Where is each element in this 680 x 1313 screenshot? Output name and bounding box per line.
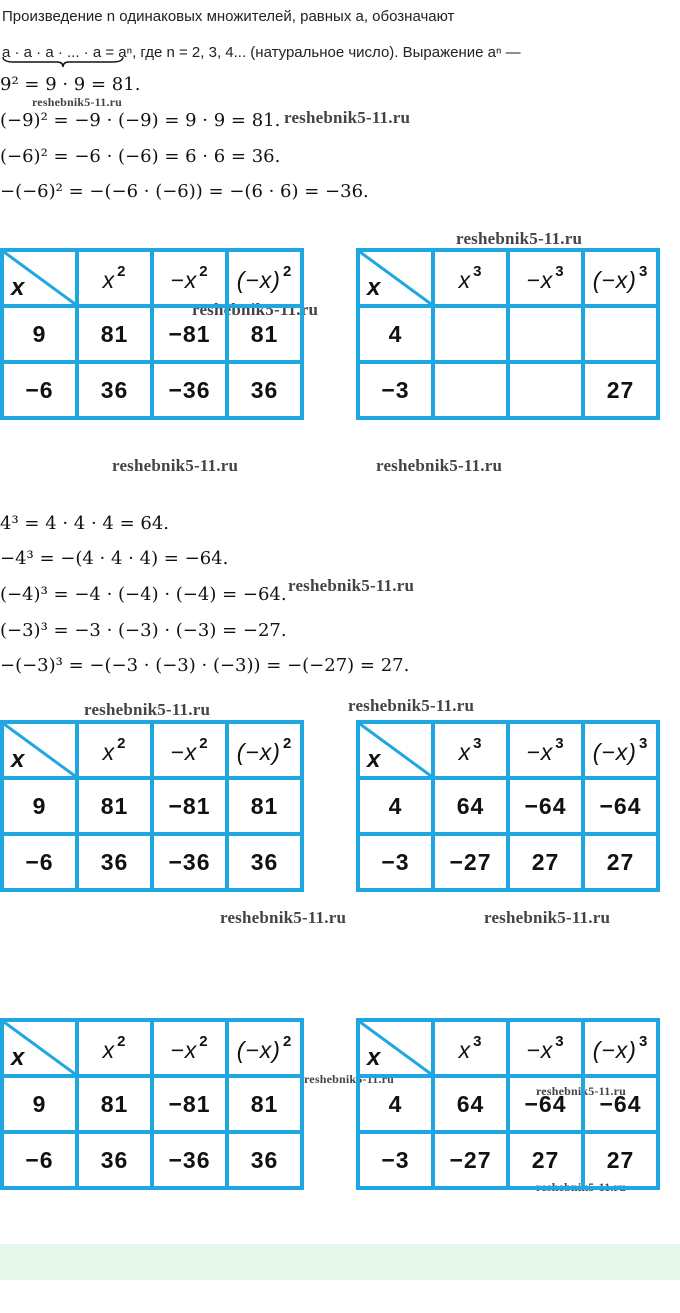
- header-exponent: 2: [199, 262, 209, 280]
- result-cell: 81: [227, 306, 302, 362]
- math-line: −4³ = −(4 · 4 · 4) = −64.: [0, 548, 229, 569]
- corner-variable: x: [367, 1044, 382, 1071]
- column-header: [227, 1020, 302, 1076]
- column-header: [583, 250, 658, 306]
- header-base: x: [458, 1036, 472, 1063]
- result-cell: −36: [152, 1132, 227, 1188]
- header-base: −x: [170, 738, 198, 765]
- header-base: −x: [170, 266, 198, 293]
- watermark: reshebnik5-11.ru: [304, 1072, 394, 1086]
- cubes-table: [356, 1018, 660, 1190]
- result-cell: 36: [227, 1132, 302, 1188]
- column-header: [152, 250, 227, 306]
- squares-table: [0, 248, 304, 420]
- column-header: [583, 722, 658, 778]
- row-value-cell: 9: [2, 306, 77, 362]
- math-line: −(−6)² = −(−6 · (−6)) = −(6 · 6) = −36.: [0, 181, 369, 202]
- table-header-row: [358, 250, 658, 306]
- watermark: reshebnik5-11.ru: [536, 1180, 626, 1194]
- squares-table: [0, 1018, 304, 1190]
- header-base: x: [102, 266, 116, 293]
- row-value-cell: 9: [2, 1076, 77, 1132]
- table-row: [2, 778, 302, 834]
- table-header-row: [2, 722, 302, 778]
- header-exponent: 3: [473, 1032, 483, 1050]
- row-value-cell: 4: [358, 778, 433, 834]
- table-header-row: [2, 250, 302, 306]
- table-row: [358, 306, 658, 362]
- header-base: x: [458, 738, 472, 765]
- column-header: [77, 250, 152, 306]
- column-header: [508, 250, 583, 306]
- watermark: reshebnik5-11.ru: [288, 576, 415, 595]
- column-header: [152, 722, 227, 778]
- column-header: [433, 1020, 508, 1076]
- watermark: reshebnik5-11.ru: [112, 456, 239, 475]
- result-cell: −81: [152, 1076, 227, 1132]
- result-cell: −64: [508, 1076, 583, 1132]
- header-base: −x: [526, 738, 554, 765]
- result-cell: 36: [77, 1132, 152, 1188]
- corner-cell: [358, 1020, 433, 1076]
- corner-variable: x: [11, 1044, 26, 1071]
- result-cell: −36: [152, 362, 227, 418]
- watermark: reshebnik5-11.ru: [284, 108, 411, 127]
- corner-cell: [2, 250, 77, 306]
- result-cell: −27: [433, 834, 508, 890]
- header-exponent: 2: [282, 262, 293, 280]
- row-value-cell: −3: [358, 1132, 433, 1188]
- corner-variable: x: [367, 746, 382, 773]
- result-cell: [583, 306, 658, 362]
- table-row: [2, 306, 302, 362]
- header-base: x: [102, 1036, 116, 1063]
- result-cell: −81: [152, 306, 227, 362]
- math-line: 9² = 9 · 9 = 81.: [0, 74, 141, 95]
- header-exponent: 3: [638, 1032, 649, 1050]
- header-exponent: 2: [199, 734, 209, 752]
- header-exponent: 3: [638, 262, 649, 280]
- table-row: [358, 1076, 658, 1132]
- column-header: [152, 1020, 227, 1076]
- column-header: [508, 1020, 583, 1076]
- header-base: (−x): [236, 266, 281, 293]
- header-exponent: 2: [117, 262, 127, 280]
- table-row: [2, 834, 302, 890]
- table-row: [2, 1132, 302, 1188]
- corner-cell: [2, 722, 77, 778]
- header-exponent: 3: [555, 734, 565, 752]
- column-header: [227, 722, 302, 778]
- table-row: [358, 1132, 658, 1188]
- table-row: [358, 362, 658, 418]
- corner-cell: [358, 722, 433, 778]
- header-base: (−x): [592, 738, 637, 765]
- footer-bar: [0, 1244, 680, 1280]
- column-header: [508, 722, 583, 778]
- row-value-cell: −6: [2, 834, 77, 890]
- header-exponent: 2: [199, 1032, 209, 1050]
- result-cell: [433, 362, 508, 418]
- corner-cell: [2, 1020, 77, 1076]
- header-exponent: 3: [555, 1032, 565, 1050]
- result-cell: −64: [583, 1076, 658, 1132]
- row-value-cell: 4: [358, 306, 433, 362]
- result-cell: 64: [433, 778, 508, 834]
- header-base: (−x): [236, 1036, 281, 1063]
- watermark: reshebnik5-11.ru: [32, 95, 122, 109]
- table-row: [2, 362, 302, 418]
- header-exponent: 3: [473, 734, 483, 752]
- math-line: (−3)³ = −3 · (−3) · (−3) = −27.: [0, 620, 287, 641]
- cubes-table: [356, 720, 660, 892]
- corner-cell: [358, 250, 433, 306]
- result-cell: −81: [152, 778, 227, 834]
- header-exponent: 2: [117, 1032, 127, 1050]
- result-cell: [508, 306, 583, 362]
- watermark: reshebnik5-11.ru: [536, 1084, 626, 1098]
- result-cell: 27: [508, 834, 583, 890]
- result-cell: −64: [583, 778, 658, 834]
- intro-line-2: a · a · a · ... · a = aⁿ, где n = 2, 3, 4... (натуральное число). Выражение aⁿ —: [2, 44, 521, 61]
- table-row: [358, 834, 658, 890]
- column-header: [77, 1020, 152, 1076]
- corner-variable: x: [11, 746, 26, 773]
- result-cell: 27: [583, 834, 658, 890]
- header-base: (−x): [592, 266, 637, 293]
- row-value-cell: −3: [358, 362, 433, 418]
- header-base: x: [458, 266, 472, 293]
- header-exponent: 2: [282, 1032, 293, 1050]
- header-exponent: 2: [282, 734, 293, 752]
- result-cell: [433, 306, 508, 362]
- math-line: (−6)² = −6 · (−6) = 6 · 6 = 36.: [0, 146, 281, 167]
- result-cell: 36: [227, 362, 302, 418]
- row-value-cell: −6: [2, 362, 77, 418]
- result-cell: 81: [77, 306, 152, 362]
- table-row: [358, 778, 658, 834]
- result-cell: −64: [508, 778, 583, 834]
- column-header: [583, 1020, 658, 1076]
- result-cell: 81: [77, 778, 152, 834]
- table-header-row: [2, 1020, 302, 1076]
- cubes-table: [356, 248, 660, 420]
- header-base: −x: [526, 266, 554, 293]
- header-base: (−x): [236, 738, 281, 765]
- header-exponent: 3: [473, 262, 483, 280]
- math-line: (−4)³ = −4 · (−4) · (−4) = −64.: [0, 584, 287, 605]
- header-base: −x: [526, 1036, 554, 1063]
- result-cell: −36: [152, 834, 227, 890]
- math-line: (−9)² = −9 · (−9) = 9 · 9 = 81.: [0, 110, 281, 131]
- math-line: 4³ = 4 · 4 · 4 = 64.: [0, 513, 170, 534]
- header-exponent: 2: [117, 734, 127, 752]
- underbrace-icon: [2, 56, 124, 68]
- header-base: (−x): [592, 1036, 637, 1063]
- result-cell: 27: [508, 1132, 583, 1188]
- result-cell: 27: [583, 362, 658, 418]
- column-header: [433, 722, 508, 778]
- corner-variable: x: [367, 274, 382, 301]
- intro-line-1: Произведение n одинаковых множителей, равных a, обозначают: [2, 8, 455, 25]
- result-cell: 36: [227, 834, 302, 890]
- watermark: reshebnik5-11.ru: [376, 456, 503, 475]
- result-cell: −27: [433, 1132, 508, 1188]
- result-cell: 81: [227, 1076, 302, 1132]
- header-exponent: 3: [555, 262, 565, 280]
- watermark: reshebnik5-11.ru: [192, 300, 319, 319]
- squares-table: [0, 720, 304, 892]
- column-header: [227, 250, 302, 306]
- row-value-cell: 4: [358, 1076, 433, 1132]
- table-header-row: [358, 1020, 658, 1076]
- table-row: [2, 1076, 302, 1132]
- row-value-cell: −3: [358, 834, 433, 890]
- result-cell: 27: [583, 1132, 658, 1188]
- column-header: [433, 250, 508, 306]
- column-header: [77, 722, 152, 778]
- header-base: −x: [170, 1036, 198, 1063]
- row-value-cell: −6: [2, 1132, 77, 1188]
- watermark: reshebnik5-11.ru: [456, 229, 583, 248]
- result-cell: 81: [227, 778, 302, 834]
- row-value-cell: 9: [2, 778, 77, 834]
- watermark: reshebnik5-11.ru: [484, 908, 611, 927]
- corner-variable: x: [11, 274, 26, 301]
- header-base: x: [102, 738, 116, 765]
- header-exponent: 3: [638, 734, 649, 752]
- result-cell: 36: [77, 834, 152, 890]
- result-cell: 36: [77, 362, 152, 418]
- watermark: reshebnik5-11.ru: [220, 908, 347, 927]
- watermark: reshebnik5-11.ru: [84, 700, 211, 719]
- table-header-row: [358, 722, 658, 778]
- math-line: −(−3)³ = −(−3 · (−3) · (−3)) = −(−27) = 27.: [0, 655, 410, 676]
- watermark: reshebnik5-11.ru: [348, 696, 475, 715]
- result-cell: 81: [77, 1076, 152, 1132]
- result-cell: 64: [433, 1076, 508, 1132]
- result-cell: [508, 362, 583, 418]
